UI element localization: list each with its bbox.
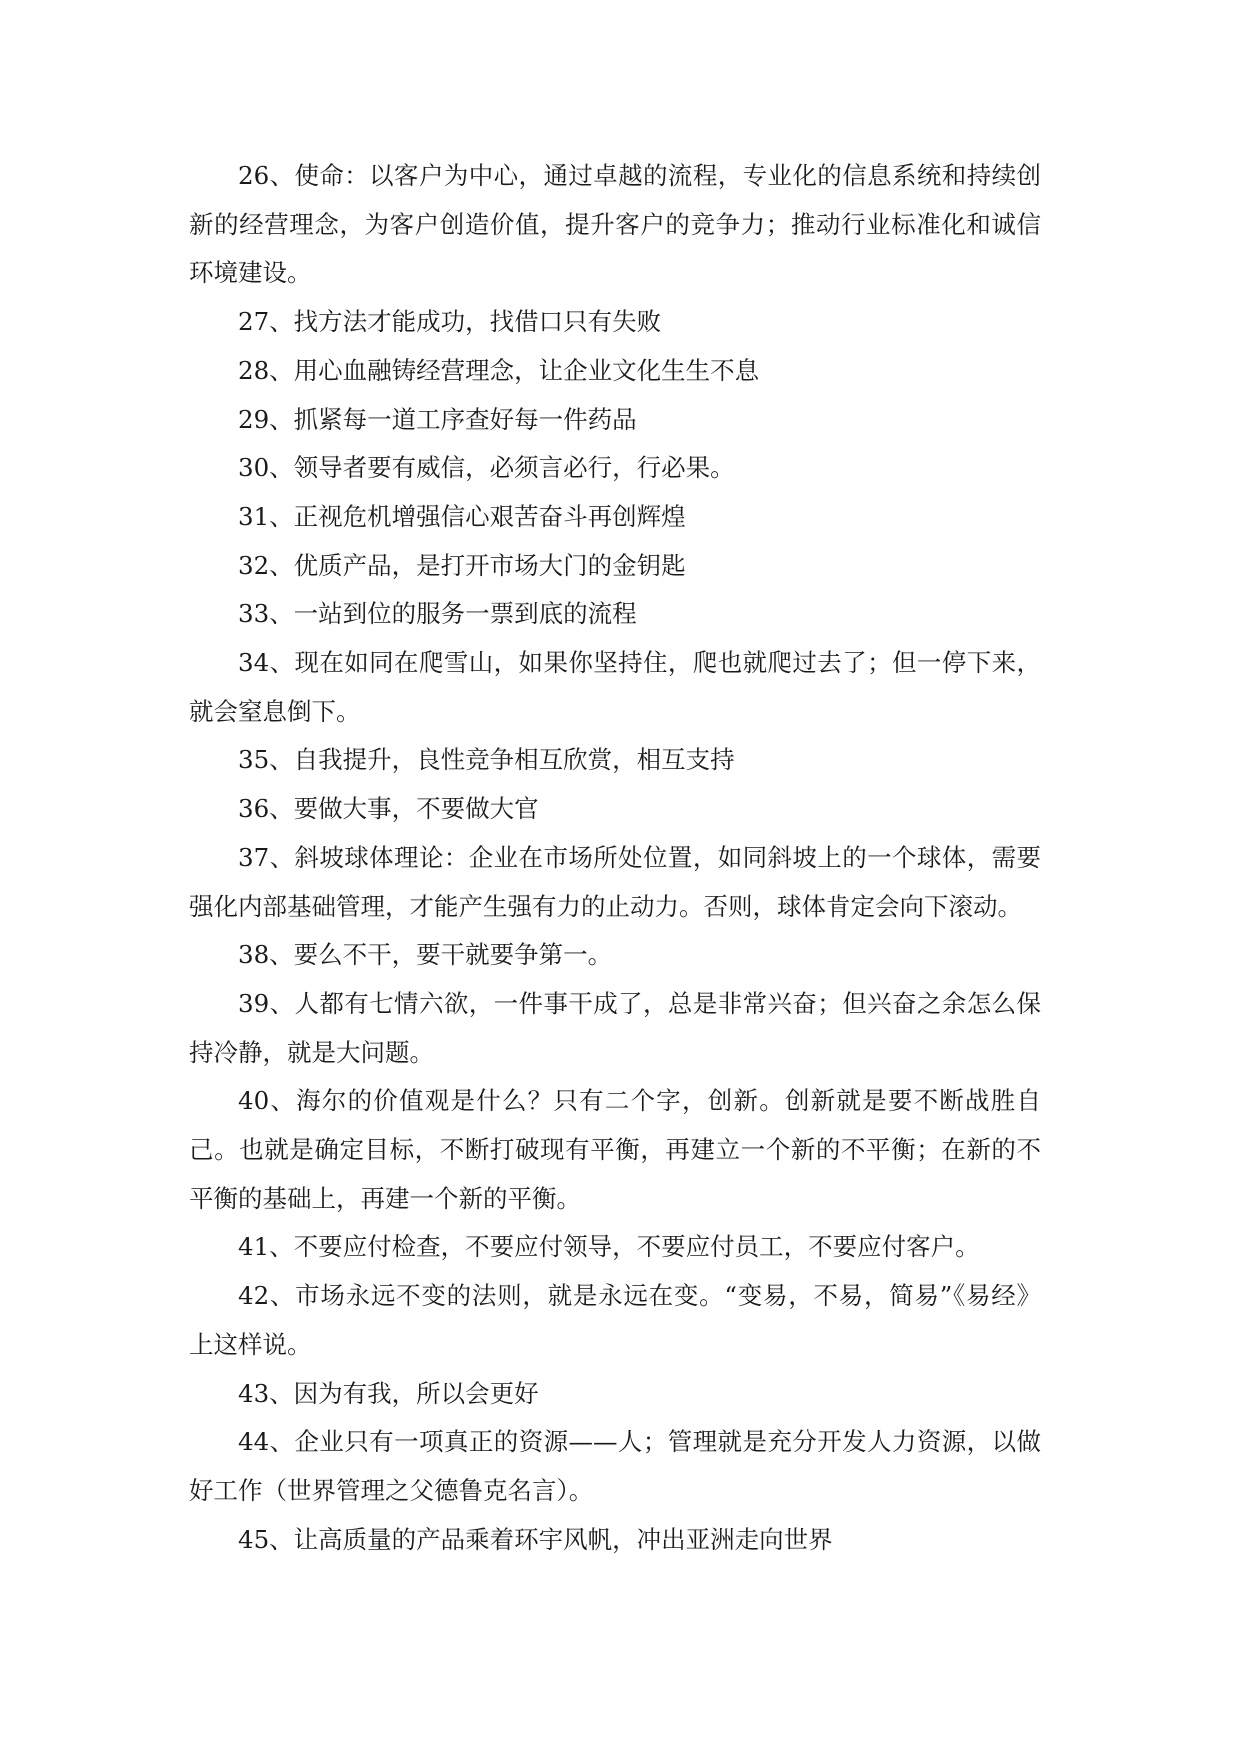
paragraph-35: 35、自我提升，良性竞争相互欣赏，相互支持 [238, 745, 735, 775]
paragraph-37: 37、斜坡球体理论：企业在市场所处位置，如同斜坡上的一个球体，需要强化内部基础管理，才能产生强有力的止动力。否则，球体肯定会向下滚动。 [189, 842, 1041, 921]
paragraph-30: 30、领导者要有威信，必须言必行，行必果。 [238, 453, 735, 483]
paragraph-41: 41、不要应付检查，不要应付领导，不要应付员工，不要应付客户。 [238, 1232, 980, 1262]
paragraph-42: 42、市场永远不变的法则，就是永远在变。“变易，不易，简易”《易经》上这样说。 [189, 1281, 1041, 1359]
document-body [189, 152, 1041, 1564]
paragraph-36: 36、要做大事，不要做大官 [238, 794, 539, 824]
paragraph-38: 38、要么不干，要干就要争第一。 [238, 940, 613, 970]
paragraph-32: 32、优质产品，是打开市场大门的金钥匙 [238, 550, 686, 580]
paragraph-28: 28、用心血融铸经营理念，让企业文化生生不息 [238, 355, 760, 385]
paragraph-26: 26、使命：以客户为中心，通过卓越的流程，专业化的信息系统和持续创新的经营理念，为客户创造价值，提升客户的竞争力；推动行业标准化和诚信环境建设。 [189, 161, 1041, 288]
paragraph-29: 29、抓紧每一道工序查好每一件药品 [238, 404, 637, 434]
paragraph-40: 40、海尔的价值观是什么？只有二个字，创新。创新就是要不断战胜自己。也就是确定目标，不断打破现有平衡，再建立一个新的不平衡；在新的不平衡的基础上，再建一个新的平衡。 [189, 1086, 1041, 1213]
paragraph-45: 45、让高质量的产品乘着环宇风帆，冲出亚洲走向世界 [238, 1524, 833, 1554]
paragraph-39: 39、人都有七情六欲，一件事干成了，总是非常兴奋；但兴奋之余怎么保持冷静，就是大问题。 [189, 988, 1041, 1067]
paragraph-34: 34、现在如同在爬雪山，如果你坚持住，爬也就爬过去了；但一停下来，就会窒息倒下。 [189, 648, 1041, 726]
paragraph-44: 44、企业只有一项真正的资源——人；管理就是充分开发人力资源，以做好工作（世界管理之父德鲁克名言）。 [189, 1427, 1041, 1505]
paragraph-27: 27、找方法才能成功，找借口只有失败 [238, 307, 662, 337]
paragraph-31: 31、正视危机增强信心艰苦奋斗再创辉煌 [238, 501, 686, 531]
paragraph-43: 43、因为有我，所以会更好 [238, 1378, 539, 1408]
paragraph-33: 33、一站到位的服务一票到底的流程 [238, 599, 637, 629]
